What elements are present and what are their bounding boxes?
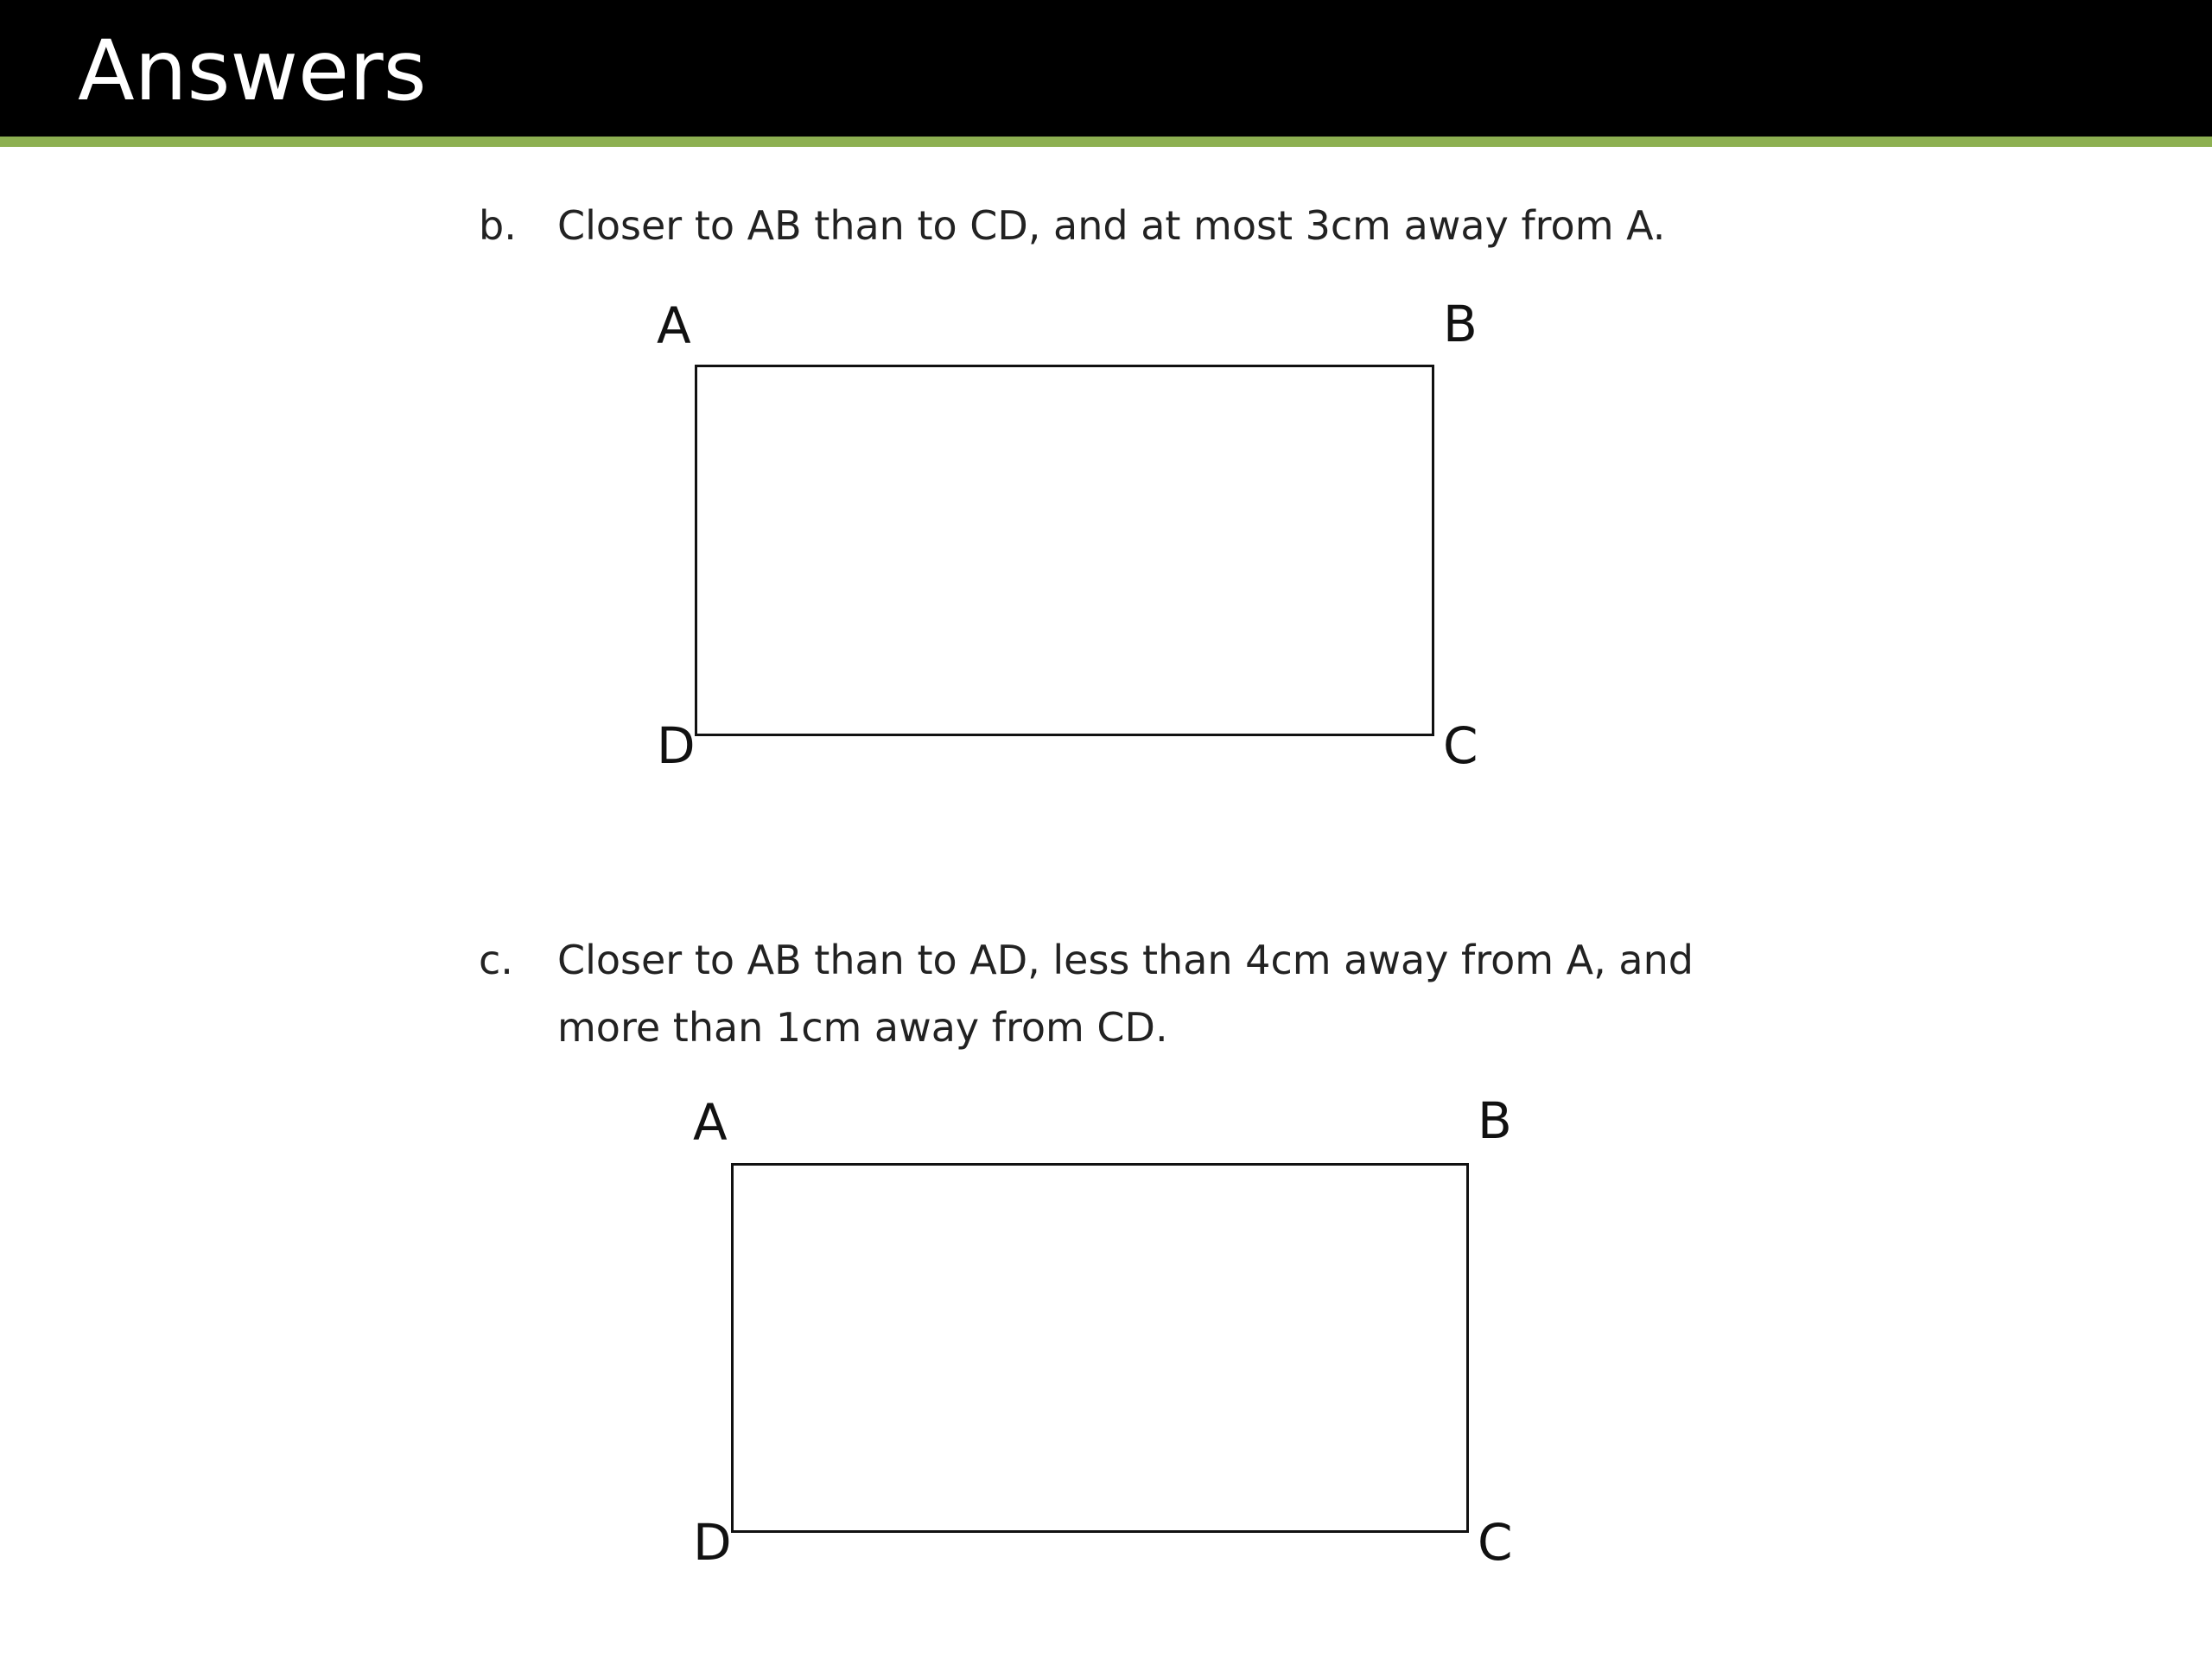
vertex-label-c: C bbox=[1443, 716, 1478, 775]
question-text-line-1: Closer to AB than to AD, less than 4cm away from A, and bbox=[557, 937, 1694, 983]
rectangle-abcd bbox=[695, 365, 1434, 736]
accent-stripe bbox=[0, 137, 2212, 147]
page-title: Answers bbox=[78, 22, 427, 119]
question-letter: b. bbox=[479, 202, 517, 249]
vertex-label-c: C bbox=[1478, 1513, 1513, 1572]
question-letter: c. bbox=[479, 937, 513, 983]
vertex-label-d: D bbox=[657, 716, 696, 775]
question-text-line-2: more than 1cm away from CD. bbox=[557, 1004, 1168, 1051]
title-bar bbox=[0, 0, 2212, 137]
rectangle-abcd bbox=[731, 1163, 1469, 1533]
vertex-label-b: B bbox=[1443, 295, 1478, 353]
vertex-label-b: B bbox=[1478, 1091, 1512, 1150]
question-text: Closer to AB than to CD, and at most 3cm away from A. bbox=[557, 202, 1666, 249]
vertex-label-a: A bbox=[693, 1093, 728, 1152]
vertex-label-a: A bbox=[657, 296, 691, 355]
vertex-label-d: D bbox=[693, 1513, 732, 1572]
